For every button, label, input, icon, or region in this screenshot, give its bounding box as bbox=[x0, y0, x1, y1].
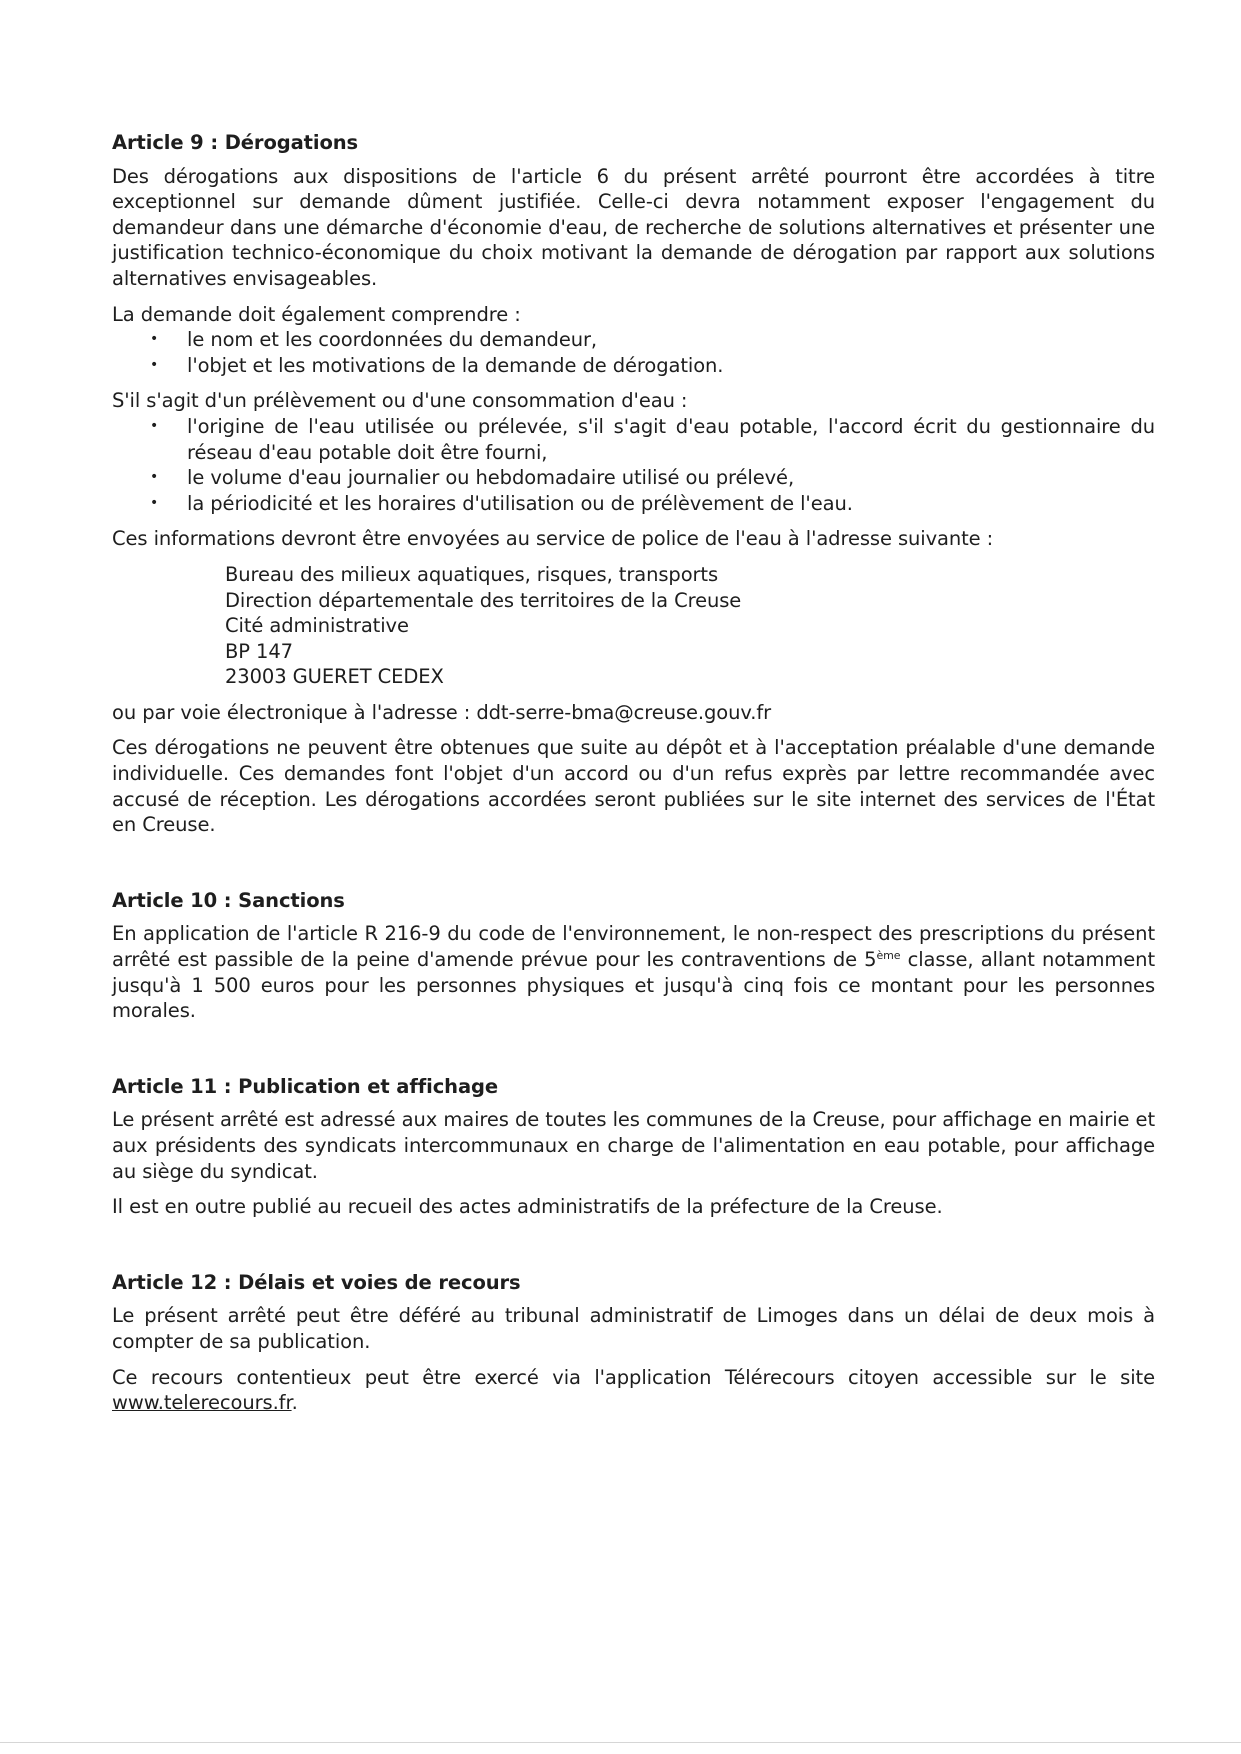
request-contents-intro: La demande doit également comprendre : bbox=[112, 302, 521, 326]
article-9-final-paragraph: Ces dérogations ne peuvent être obtenues que suite au dépôt et à l'acceptation préalable d'une demande individuelle. Ces demandes font l'objet d'un accord ou d'un refus exprès par lettre recommandée avec accusé de réception. Les dérogations accordées seront publiées sur le site internet des services de l'État en Creuse. bbox=[112, 736, 1155, 837]
bullet-icon: • bbox=[150, 417, 159, 434]
address-intro: Ces informations devront être envoyées au service de police de l'eau à l'adresse suivante : bbox=[112, 527, 994, 551]
list-item: • la périodicité et les horaires d'utilisation ou de prélèvement de l'eau. bbox=[150, 491, 853, 515]
article-10 bbox=[112, 888, 1155, 1024]
telerecours-link[interactable]: www.telerecours.fr bbox=[112, 1391, 292, 1415]
list-item: • le nom et les coordonnées du demandeur, bbox=[150, 328, 598, 352]
address-line: BP 147 bbox=[225, 639, 293, 663]
article-10-title: Article 10 : Sanctions bbox=[112, 888, 345, 912]
bullet-icon: • bbox=[150, 494, 159, 511]
article-12-title: Article 12 : Délais et voies de recours bbox=[112, 1270, 521, 1294]
article-12-paragraph: Le présent arrêté peut être déféré au tribunal administratif de Limoges dans un délai de deux mois à compter de sa publication. bbox=[112, 1304, 1155, 1353]
bullet-icon: • bbox=[150, 469, 159, 486]
ordinal-superscript: ème bbox=[876, 949, 901, 963]
article-11-title: Article 11 : Publication et affichage bbox=[112, 1074, 499, 1098]
water-intake-intro: S'il s'agit d'un prélèvement ou d'une consommation d'eau : bbox=[112, 389, 688, 413]
page-bottom-rule bbox=[0, 1742, 1241, 1743]
article-12 bbox=[112, 1270, 1155, 1416]
article-11-paragraph-2: Il est en outre publié au recueil des actes administratifs de la préfecture de la Creuse. bbox=[112, 1195, 943, 1219]
section-spacer bbox=[112, 1034, 1155, 1074]
article-11-paragraph: Le présent arrêté est adressé aux maires de toutes les communes de la Creuse, pour affichage en mairie et aux présidents des syndicats intercommunaux en charge de l'alimentation en eau potable, pour affichage au siège du syndicat. bbox=[112, 1108, 1155, 1183]
address-line: Bureau des milieux aquatiques, risques, transports bbox=[225, 562, 719, 586]
article-9-paragraph: Des dérogations aux dispositions de l'article 6 du présent arrêté pourront être accordées à titre exceptionnel sur demande dûment justifiée. Celle-ci devra notamment exposer l'engagement du demandeur dans une démarche d'économie d'eau, de recherche de solutions alternatives et présenter une justification technico-économique du choix motivant la demande de dérogation par rapport aux solutions alternatives envisageables. bbox=[112, 164, 1155, 290]
article-12-paragraph-2: Ce recours contentieux peut être exercé via l'application Télérecours citoyen accessible sur le site www.telerecours.fr. bbox=[112, 1365, 1155, 1415]
article-9-title: Article 9 : Dérogations bbox=[112, 131, 359, 154]
list-item: • le volume d'eau journalier ou hebdomadaire utilisé ou prélevé, bbox=[150, 466, 795, 490]
address-line: Direction départementale des territoires de la Creuse bbox=[225, 588, 742, 612]
address-line: 23003 GUERET CEDEX bbox=[225, 665, 444, 689]
article-11 bbox=[112, 1074, 1155, 1220]
bullet-icon: • bbox=[150, 331, 159, 348]
water-intake-list bbox=[112, 414, 1155, 516]
list-item: • l'objet et les motivations de la demande de dérogation. bbox=[150, 353, 724, 377]
email-line: ou par voie électronique à l'adresse : ddt-serre-bma@creuse.gouv.fr bbox=[112, 700, 772, 724]
address-line: Cité administrative bbox=[225, 614, 409, 638]
document-body bbox=[112, 130, 1155, 1426]
section-spacer bbox=[112, 848, 1155, 888]
bullet-icon: • bbox=[150, 356, 159, 373]
section-spacer bbox=[112, 1230, 1155, 1270]
article-10-paragraph: En application de l'article R 216-9 du code de l'environnement, le non-respect des prescriptions du présent arrêté est passible de la peine d'amende prévue pour les contraventions de 5ème classe, allant notamment jusqu'à 1 500 euros pour les personnes physiques et jusqu'à cinq fois ce montant pour les personnes morales. bbox=[112, 922, 1155, 1023]
request-contents-list bbox=[112, 327, 1155, 378]
list-item: • l'origine de l'eau utilisée ou prélevée, s'il s'agit d'eau potable, l'accord écrit du gestionnaire du réseau d'eau potable doit être fourni, bbox=[150, 414, 1155, 464]
postal-address bbox=[225, 562, 1155, 690]
article-9 bbox=[112, 130, 1155, 838]
